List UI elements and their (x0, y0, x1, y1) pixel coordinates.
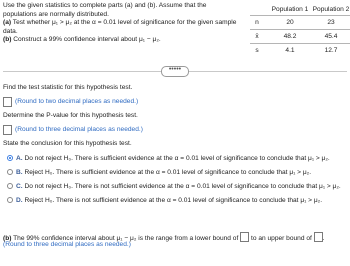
test-statistic-input[interactable] (3, 97, 12, 107)
part-a-label: (a) (3, 19, 12, 27)
cell-s-p2: 12.7 (324, 47, 338, 54)
cell-n-p2: 23 (327, 19, 335, 26)
option-c[interactable] (7, 183, 341, 191)
option-a-text: Do not reject H₀. There is sufficient evidence at the α = 0.01 level of significance to conclude that μ₁ > μ₂. (24, 155, 330, 162)
option-a-letter: A. (16, 155, 23, 162)
p-value-hint: (Round to three decimal places as needed.) (15, 126, 143, 133)
p-value-input[interactable] (3, 125, 12, 135)
part-b-question-text: The 99% confidence interval about μ₁ − μ₂ is the range from a lower bound of (11, 235, 239, 242)
part-b-text: Construct a 99% confidence interval about μ₁ − μ₂. (11, 36, 161, 44)
option-b-text: Reject H₀. There is sufficient evidence at the α = 0.01 level of significance to conclude that μ₁ > μ₂. (24, 169, 312, 176)
expand-button[interactable]: ••••• (161, 66, 189, 77)
test-statistic-hint: (Round to two decimal places as needed.) (15, 98, 139, 105)
radio-selected-icon[interactable] (7, 155, 13, 161)
row-label-s: s (255, 47, 259, 54)
option-a[interactable] (7, 155, 330, 163)
cell-xbar-p1: 48.2 (283, 33, 297, 40)
cell-s-p1: 4.1 (285, 47, 295, 54)
table-row-rule (250, 43, 350, 44)
option-c-text: Do not reject H₀. There is not sufficient evidence at the α = 0.01 level of significance to conclude that μ₁ > μ₂. (24, 183, 341, 190)
statistics-table (250, 6, 350, 68)
intro-line-1: Use the given statistics to complete parts (a) and (b). Assume that the (3, 2, 207, 9)
header-population-1: Population 1 (271, 6, 309, 13)
part-b-prefix: (b) (3, 235, 12, 242)
option-d-letter: D. (16, 197, 23, 204)
question-p-value: Determine the P-value for this hypothesis test. (3, 112, 138, 119)
cell-xbar-p2: 45.4 (324, 33, 338, 40)
option-c-letter: C. (16, 183, 23, 190)
option-d[interactable] (7, 197, 322, 205)
intro-line-2: populations are normally distributed. (3, 10, 109, 18)
part-b-end: . (322, 235, 325, 242)
lower-bound-input[interactable] (240, 232, 249, 242)
problem-statement (3, 2, 245, 45)
question-test-statistic: Find the test statistic for this hypothesis test. (3, 84, 133, 91)
part-b-instruction (3, 36, 245, 45)
table-row-rule (250, 29, 350, 30)
option-b-letter: B. (16, 169, 23, 176)
cell-n-p1: 20 (286, 19, 294, 26)
radio-icon[interactable] (7, 169, 13, 175)
intro-line-4: data. (3, 27, 18, 35)
table-header-rule (250, 15, 350, 16)
part-a-instruction (3, 19, 245, 28)
header-population-2: Population 2 (312, 6, 350, 13)
part-b-mid-text: to an upper bound of (250, 235, 312, 242)
radio-icon[interactable] (7, 183, 13, 189)
upper-bound-input[interactable] (314, 232, 323, 242)
part-b-label: (b) (3, 36, 12, 44)
row-label-n: n (255, 19, 259, 26)
option-b[interactable] (7, 169, 311, 177)
option-d-text: Reject H₀. There is not sufficient evidence at the α = 0.01 level of significance to conclude that μ₁ > μ₂. (24, 197, 323, 204)
radio-icon[interactable] (7, 197, 13, 203)
question-conclusion: State the conclusion for this hypothesis test. (3, 140, 132, 147)
part-b-hint: (Round to three decimal places as needed.) (3, 241, 131, 248)
row-label-xbar: x̄ (255, 33, 259, 40)
part-a-text: Test whether μ₁ > μ₂ at the α = 0.01 level of significance for the given sample (11, 19, 237, 27)
